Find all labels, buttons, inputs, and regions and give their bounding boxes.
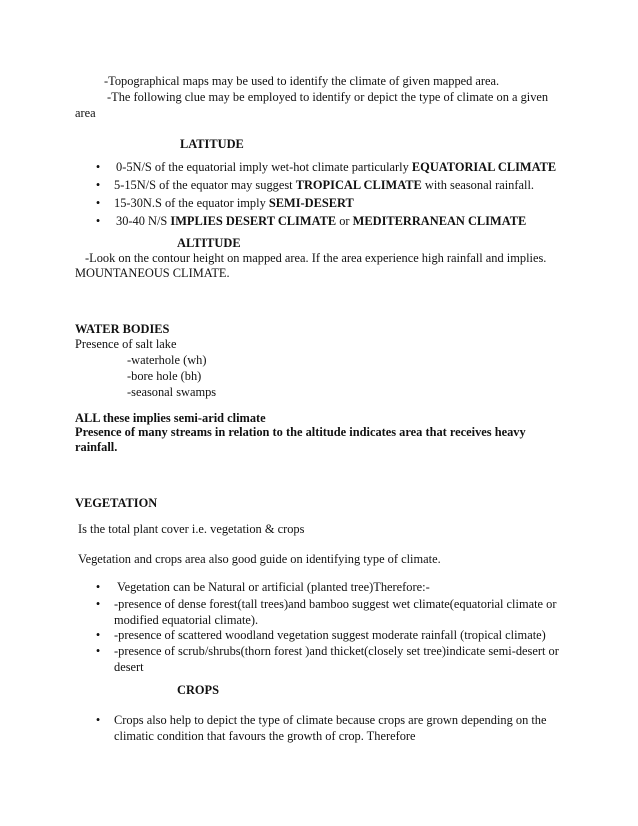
bullet-icon: • bbox=[95, 160, 101, 174]
bullet-icon: • bbox=[95, 580, 101, 594]
intro-line-2: -The following clue may be employed to identify or depict the type of climate on a given bbox=[107, 90, 549, 104]
vegetation-guide: Vegetation and crops area also good guide on identifying type of climate. bbox=[78, 552, 441, 566]
water-body-item: -seasonal swamps bbox=[127, 385, 217, 399]
water-bodies-note-2-line-1: Presence of many streams in relation to the altitude indicates area that receives heavy bbox=[75, 425, 526, 439]
list-item-text: -presence of scrub/shrubs(thorn forest )and thicket(closely set tree)indicate semi-desert or desert bbox=[114, 644, 559, 674]
list-item-text: Crops also help to depict the type of climate because crops are grown depending on the climatic condition that favours the growth of crop. Therefore bbox=[114, 713, 547, 743]
vegetation-definition: Is the total plant cover i.e. vegetation & crops bbox=[78, 522, 305, 536]
latitude-heading: LATITUDE bbox=[180, 137, 244, 151]
list-item-text: 30-40 N/S IMPLIES DESERT CLIMATE or MEDITERRANEAN CLIMATE bbox=[116, 214, 527, 228]
water-bodies-heading: WATER BODIES bbox=[75, 322, 170, 336]
bullet-icon: • bbox=[95, 196, 101, 210]
list-item-text: -presence of scattered woodland vegetation suggest moderate rainfall (tropical climate) bbox=[114, 628, 546, 642]
list-item-text: -presence of dense forest(tall trees)and bamboo suggest wet climate(equatorial climate or modified equatorial climate). bbox=[114, 597, 557, 627]
list-item-text: 0-5N/S of the equatorial imply wet-hot climate particularly EQUATORIAL CLIMATE bbox=[116, 160, 557, 174]
bullet-icon: • bbox=[95, 644, 101, 658]
water-body-item: -waterhole (wh) bbox=[127, 353, 207, 367]
water-bodies-note-2-line-2: rainfall. bbox=[75, 440, 118, 454]
water-body-item: -bore hole (bh) bbox=[127, 369, 202, 383]
intro-line-1: -Topographical maps may be used to identify the climate of given mapped area. bbox=[104, 74, 500, 88]
vegetation-heading: VEGETATION bbox=[75, 496, 158, 510]
bullet-icon: • bbox=[95, 597, 101, 611]
bullet-icon: • bbox=[95, 713, 101, 727]
list-item-text: 5-15N/S of the equator may suggest TROPICAL CLIMATE with seasonal rainfall. bbox=[114, 178, 534, 192]
list-item-text: 15-30N.S of the equator imply SEMI-DESERT bbox=[114, 196, 354, 210]
altitude-line-1: -Look on the contour height on mapped area. If the area experience high rainfall and implies. bbox=[85, 251, 547, 265]
altitude-line-2: MOUNTANEOUS CLIMATE. bbox=[75, 266, 230, 280]
bullet-icon: • bbox=[95, 214, 101, 228]
intro-line-3: area bbox=[75, 106, 96, 120]
bullet-icon: • bbox=[95, 628, 101, 642]
altitude-heading: ALTITUDE bbox=[177, 236, 241, 250]
bullet-icon: • bbox=[95, 178, 101, 192]
crops-heading: CROPS bbox=[177, 683, 219, 697]
list-item-text: Vegetation can be Natural or artificial (planted tree)Therefore:- bbox=[117, 580, 430, 594]
water-bodies-note-1: ALL these implies semi-arid climate bbox=[75, 411, 266, 425]
water-bodies-intro: Presence of salt lake bbox=[75, 337, 177, 351]
